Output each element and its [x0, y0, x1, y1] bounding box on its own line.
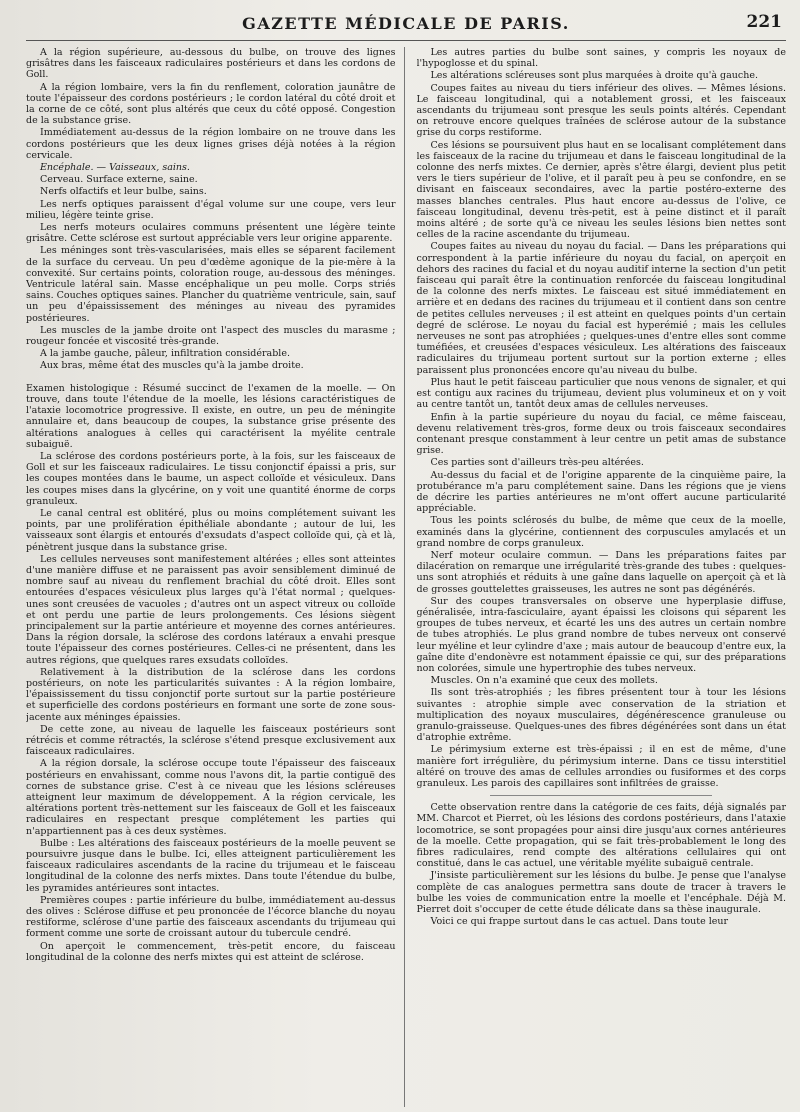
paragraph: On aperçoit le commencement, très-petit encore, du faisceau longitudinal de la colonne des nerfs mixtes qui est atteint de sclérose. [26, 940, 396, 963]
paragraph: Cerveau. Surface externe, saine. [40, 174, 198, 186]
paragraph: A la région dorsale, la sclérose occupe toute l'épaisseur des faisceaux postérieurs en envahissant, comme nous l'avons dit, la partie contiguë des cornes de substance grise. C'est à ce niveau que les lésions scléreuses atteignent leur maximum de développement. A la région cervicale, les altérations portent très-nettement sur les faisceaux de Goll et les faisceaux radiculaires en respectant presque complétement les parties qui n'appartiennent pas à ces deux systèmes. [26, 758, 396, 837]
section-gap [26, 373, 396, 383]
paragraph: Cette observation rentre dans la catégorie de ces faits, déjà signalés par MM. Charcot et Pierret, où les lésions des cordons postérieurs, dans l'ataxie locomotrice, se sont propagées pour ainsi dire jusqu'aux cornes antérieures de la moelle. Cette propagation, qui se fait très-probablement le long des fibres radiculaires, rend compte des altérations cellulaires qui ont constitué, dans le cas actuel, une véritable myélite subaiguë centrale. [416, 802, 786, 870]
paragraph: A la jambe gauche, pâleur, infiltration considérable. [40, 348, 290, 360]
paragraph: A la région supérieure, au-dessous du bulbe, on trouve des lignes grisâtres dans les faisceaux radiculaires postérieurs et dans les cordons de Goll. [26, 47, 396, 81]
paragraph: Ces parties sont d'ailleurs très-peu altérées. [430, 457, 644, 469]
page-header [26, 12, 786, 41]
paragraph: Les cellules nerveuses sont manifestement altérées ; elles sont atteintes d'une manière diffuse et ne paraissent pas avoir sensiblement diminué de nombre sauf au niveau du renflement brachial du côté droit. Elles sont entourées d'espaces vésiculeux plus larges qu'à l'état normal ; quelques-unes sont creusées de vacuoles ; d'autres ont un aspect vitreux ou colloïde et ont perdu une partie de leurs prolongements. Ces lésions siègent principalement sur la partie antérieure et moyenne des cornes antérieures. Dans la région dorsale, la sclérose des cordons latéraux a envahi presque toute l'épaisseur des cornes postérieures. Celles-ci ne présentent, dans les autres régions, que quelques rares exsudats colloïdes. [26, 553, 396, 666]
paragraph: Immédiatement au-dessus de la région lombaire on ne trouve dans les cordons postérieurs que les deux lignes grises déjà notées à la région cervicale. [26, 127, 396, 161]
paragraph: La sclérose des cordons postérieurs porte, à la fois, sur les faisceaux de Goll et sur les faisceaux radiculaires. Le tissu conjonctif épaissi a pris, sur les coupes montées dans le baume, un aspect colloïde et vésiculeux. Dans les coupes mises dans la glycérine, on y voit une quantité énorme de corps granuleux. [26, 450, 396, 507]
paragraph: Aux bras, même état des muscles qu'à la jambe droite. [40, 360, 304, 372]
paragraph: Les muscles de la jambe droite ont l'aspect des muscles du marasme ; rougeur foncée et viscosité très-grande. [26, 324, 396, 348]
paragraph: Voici ce qui frappe surtout dans le cas actuel. Dans toute leur [430, 916, 729, 928]
paragraph: Les nerfs optiques paraissent d'égal volume sur une coupe, vers leur milieu, légère teinte grise. [26, 198, 396, 221]
paragraph: Encéphale. — Vaisseaux, sains. [40, 162, 190, 174]
paragraph: Sur des coupes transversales on observe une hyperplasie diffuse, généralisée, intra-fasciculaire, ayant épaissi les cloisons qui séparent les groupes de tubes nerveux, et écarté les uns des autres un certain nombre de tubes atrophiés. Le plus grand nombre de tubes nerveux ont conservé leur myéline et leur cylindre d'axe ; mais autour de beaucoup d'entre eux, la gaîne dite d'endonèvre est notamment épaissie ce qui, sur des préparations non colorées, simule une hypertrophie des tubes nerveux. [416, 595, 786, 674]
paragraph: Plus haut le petit faisceau particulier que nous venons de signaler, et qui est contigu aux racines du trijumeau, devient plus volumineux et on y voit au centre tantôt un, tantôt deux amas de cellules nerveuses. [416, 376, 786, 411]
paragraph: Tous les points sclérosés du bulbe, de même que ceux de la moelle, examinés dans la glycérine, contiennent des corpuscules amylacés et un grand nombre de corps granuleux. [416, 515, 786, 549]
paragraph: Nerfs olfactifs et leur bulbe, sains. [40, 186, 207, 198]
paragraph: Relativement à la distribution de la sclérose dans les cordons postérieurs, on note les particularités suivantes : A la région lombaire, l'épaississement du tissu conjonctif porte surtout sur la partie postérieure et superficielle des cordons postérieurs en formant une sorte de zone sous-jacente aux méninges épaissies. [26, 666, 396, 723]
paragraph: Muscles. On n'a examiné que ceux des mollets. [430, 675, 658, 687]
paragraph: Enfin à la partie supérieure du noyau du facial, ce même faisceau, devenu relativement très-gros, forme deux ou trois faisceaux secondaires contenant presque constamment à leur centre un petit amas de substance grise. [416, 411, 786, 457]
page-number: 221 [746, 12, 782, 32]
left-column [26, 47, 405, 1107]
paragraph: Coupes faites au niveau du tiers inférieur des olives. — Mêmes lésions. Le faisceau longitudinal, qui a notablement grossi, et les faisceaux ascendants du trijumeau sont presque les seuls points altérés. Cependant on retrouve encore quelques traînées de sclérose autour de la substance grise du corps restiforme. [416, 82, 786, 139]
separator-rule [490, 795, 712, 796]
paragraph: Les altérations scléreuses sont plus marquées à droite qu'à gauche. [430, 70, 758, 82]
paragraph: De cette zone, au niveau de laquelle les faisceaux postérieurs sont rétrécis et comme rétractés, la sclérose s'étend presque exclusivement aux faisceaux radiculaires. [26, 723, 396, 758]
paragraph: Les autres parties du bulbe sont saines, y compris les noyaux de l'hypoglosse et du spinal. [416, 47, 786, 70]
section-heading-paragraph: Examen histologique : Résumé succinct de l'examen de la moelle. — On trouve, dans toute l'étendue de la moelle, les lésions caractéristiques de l'ataxie locomotrice progressive. Il existe, en outre, un peu de méningite annulaire et, dans beaucoup de coupes, la substance grise présente des altérations analogues à celles qui caractérisent la myélite centrale subaiguë. [26, 382, 396, 450]
paragraph: Nerf moteur oculaire commun. — Dans les préparations faites par dilacération on remarque une irrégularité très-grande des tubes : quelques-uns sont atrophiés et réduits à une gaîne dans laquelle on aperçoit çà et là de grosses gouttelettes graisseuses, les autres ne sont pas dégénérés. [416, 549, 786, 595]
text-columns [26, 47, 786, 1107]
paragraph: Au-dessus du facial et de l'origine apparente de la cinquième paire, la protubérance m'a paru complétement saine. Dans les régions que je viens de décrire les parties antérieures ne m'ont offert aucune particularité appréciable. [416, 469, 786, 515]
paragraph: A la région lombaire, vers la fin du renflement, coloration jaunâtre de toute l'épaisseur des cordons postérieurs ; le cordon latéral du côté droit et la corne de ce côté, sont plus altérés que ceux du côté opposé. Congestion de la substance grise. [26, 81, 396, 127]
paragraph: Coupes faites au niveau du noyau du facial. — Dans les préparations qui correspondent à la partie inférieure du noyau du facial, on aperçoit en dehors des racines du facial et du noyau auditif interne la section d'un petit faisceau qui paraît être la continuation renforcée du faisceau longitudinal de la colonne des nerfs mixtes. Le faisceau est situé immédiatement en arrière et en dedans des racines du trijumeau et il contient dans son centre de petites cellules nerveuses ; il est atteint en quelques points d'un certain degré de sclérose. Le noyau du facial est hyperémié ; mais les cellules nerveuses ne sont pas atrophiées ; quelques-unes d'entre elles sont comme tuméfiées, et creusées d'espaces vésiculeux. Les altérations des faisceaux radiculaires du trijumeau portent surtout sur la portion externe ; elles paraissent plus prononcées encore qu'au niveau du bulbe. [416, 241, 786, 376]
paragraph: Ils sont très-atrophiés ; les fibres présentent tour à tour les lésions suivantes : atrophie simple avec conservation de la striation et multiplication des noyaux musculaires, dégénérescence granuleuse ou granulo-graisseuse. Quelques-unes des fibres dégénérées sont dans un état d'atrophie extrême. [416, 687, 786, 744]
paragraph: Le périmysium externe est très-épaissi ; il en est de même, d'une manière fort irrégulière, du périmysium interne. Dans ce tissu interstitiel altéré on trouve des amas de cellules arrondies ou fusiformes et des corps granuleux. Les parois des capillaires sont infiltrées de graisse. [416, 744, 786, 789]
right-column [417, 47, 787, 1107]
journal-title: GAZETTE MÉDICALE DE PARIS. [242, 14, 570, 33]
paragraph: J'insiste particulièrement sur les lésions du bulbe. Je pense que l'analyse complète de cas analogues permettra sans doute de tracer à travers le bulbe les voies de communication entre la moelle et l'encéphale. Déjà M. Pierret doit s'occuper de cette étude délicate dans sa thèse inaugurale. [416, 870, 786, 916]
paragraph: Les méninges sont très-vascularisées, mais elles se séparent facilement de la surface du cerveau. Un peu d'œdème agonique de la pie-mère à la convexité. Sur certains points, coloration rouge, au-dessous des méninges. Ventricule latéral sain. Masse encéphalique un peu molle. Corps striés sains. Couches optiques saines. Plancher du quatrième ventricule, sain, sauf un peu d'épaississement des méninges au niveau des pyramides postérieures. [26, 245, 396, 324]
paragraph: Ces lésions se poursuivent plus haut en se localisant complétement dans les faisceaux de la racine du trijumeau et dans le faisceau longitudinal de la colonne des nerfs mixtes. Ce dernier, après s'être élargi, devient plus petit vers le tiers supérieur de l'olive, et il paraît peu à peu se confondre, en se divisant en faisceaux secondaires, avec la partie postéro-externe des masses blanches centrales. Plus haut encore au-dessus de l'olive, ce faisceau longitudinal, devenu très-petit, est à peine distinct et il paraît moins altéré ; de sorte qu'à ce niveau les seules lésions bien nettes sont celles de la racine ascendante du trijumeau. [416, 139, 786, 241]
paragraph: Le canal central est oblitéré, plus ou moins complétement suivant les points, par une prolifération épithéliale abondante ; autour de lui, les vaisseaux sont élargis et entourés d'exsudats d'aspect colloïde qui, çà et là, pénètrent jusque dans la substance grise. [26, 507, 396, 553]
paragraph: Premières coupes : partie inférieure du bulbe, immédiatement au-dessus des olives : Sclérose diffuse et peu prononcée de l'écorce blanche du noyau restiforme, sclérose d'une partie des faisceaux ascendants du trijumeau qui forment comme une sorte de croissant autour du tubercule cendré. [26, 894, 396, 940]
paragraph: Les nerfs moteurs oculaires communs présentent une légère teinte grisâtre. Cette sclérose est surtout appréciable vers leur origine apparente. [26, 222, 396, 245]
paragraph: Bulbe : Les altérations des faisceaux postérieurs de la moelle peuvent se poursuivre jusque dans le bulbe. Ici, elles atteignent particulièrement les faisceaux radiculaires ascendants de la racine du trijumeau et le faisceau longitudinal de la colonne des nerfs mixtes. Dans toute l'étendue du bulbe, les pyramides antérieures sont intactes. [26, 837, 396, 894]
